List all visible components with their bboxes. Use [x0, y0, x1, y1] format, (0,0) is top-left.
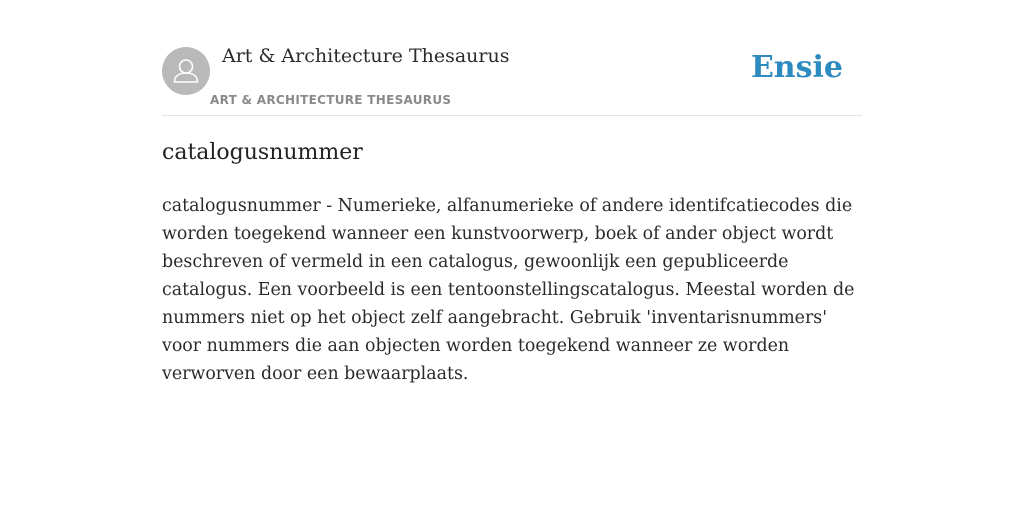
author-name[interactable]: Art & Architecture Thesaurus [222, 45, 510, 67]
brand-logo[interactable]: Ensie [750, 50, 843, 85]
definition-text: catalogusnummer - Numerieke, alfanumerieke of andere identifcatiecodes die worden toegekend wanneer een kunstvoorwerp, boek of ander object wordt beschreven of vermeld in een catalogus, gewoonlijk een gepubliceerde catalogus. Een voorbeeld is een tentoonstellingscatalogus. Meestal worden de nummers niet op het object zelf aangebracht. Gebruik 'inventarisnummers' voor nummers die aan objecten worden toegekend wanneer ze worden verworven door een bewaarplaats. [162, 196, 855, 384]
page-container [162, 0, 862, 512]
avatar[interactable] [162, 47, 210, 95]
page-title: catalogusnummer [162, 140, 363, 165]
category-label[interactable]: ART & ARCHITECTURE THESAURUS [210, 93, 452, 107]
header [162, 0, 862, 116]
user-silhouette-icon [162, 47, 210, 95]
